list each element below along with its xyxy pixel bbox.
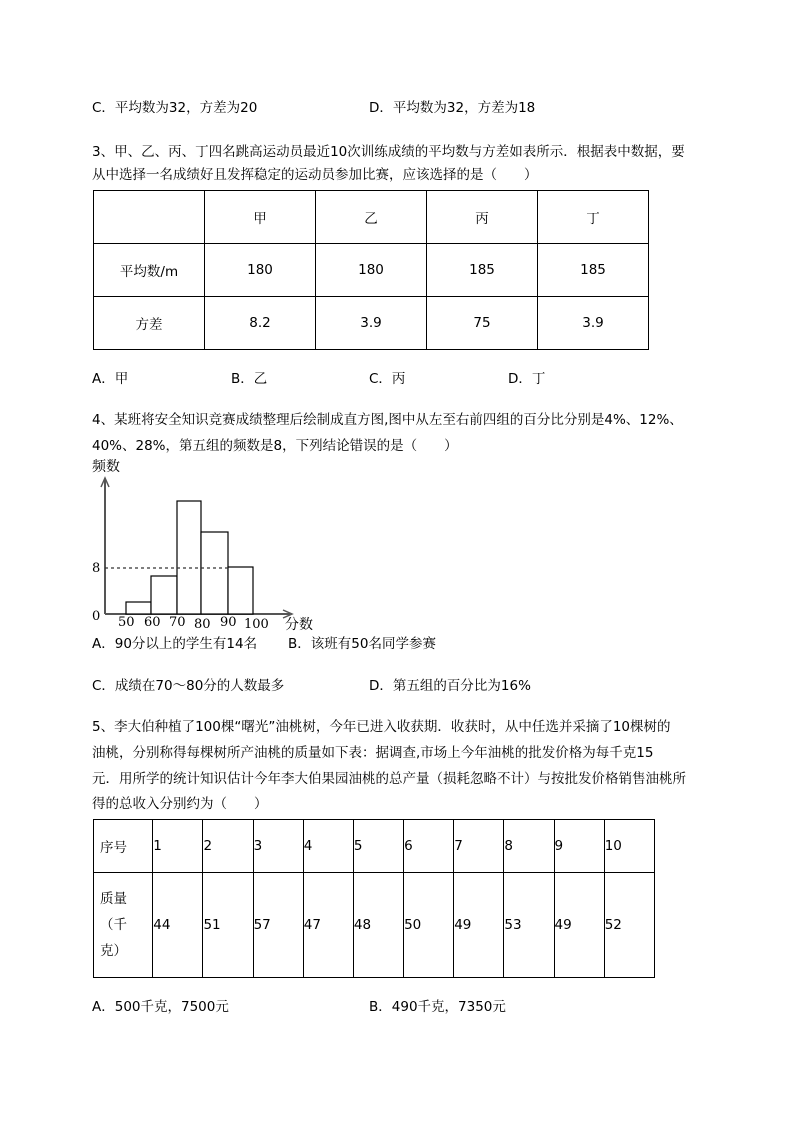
- histogram-bar-90-100: [228, 567, 253, 614]
- q3-table-header: 乙: [316, 191, 427, 244]
- x-tick-label: 90: [220, 615, 237, 630]
- q5-cell-number: 2: [203, 820, 253, 873]
- q3-stem-line-1: 3、甲、乙、丙、丁四名跳高运动员最近10次训练成绩的平均数与方差如表所示．根据表中数据，要: [92, 144, 685, 160]
- q4-option-c: C．成绩在70～80分的人数最多: [92, 678, 285, 694]
- q3-cell: 3.9: [316, 297, 427, 350]
- q5-row-label-line: 克）: [100, 943, 127, 959]
- q4-option-d: D．第五组的百分比为16%: [369, 678, 531, 694]
- q5-cell-number: 4: [303, 820, 353, 873]
- q3-option-d: D．丁: [508, 371, 546, 387]
- q5-stem-line-3: 元．用所学的统计知识估计今年李大伯果园油桃的总产量（损耗忽略不计）与按批发价格销售油桃所: [92, 771, 686, 787]
- q5-option-a: A．500千克，7500元: [92, 999, 229, 1015]
- q5-table-row-number: [94, 820, 655, 873]
- y-tick-label: 8: [92, 561, 101, 576]
- x-tick-label: 80: [194, 617, 211, 632]
- x-axis-label: 分数: [285, 617, 313, 633]
- q5-cell-number: 9: [554, 820, 604, 873]
- q5-cell-mass: 53: [504, 873, 554, 978]
- q5-row-label-mass: [94, 873, 153, 978]
- q5-cell-mass: 52: [604, 873, 654, 978]
- q5-row-label-line: （千: [100, 917, 127, 933]
- q3-cell: 180: [205, 244, 316, 297]
- q5-cell-number: 3: [253, 820, 303, 873]
- q5-cell-mass: 51: [203, 873, 253, 978]
- q5-stem-line-1: 5、李大伯种植了100棵“曙光”油桃树，今年已进入收获期．收获时，从中任选并采摘了10棵树的: [92, 719, 671, 735]
- q5-table: [93, 819, 655, 978]
- q4-option-b: B．该班有50名同学参赛: [288, 636, 436, 652]
- q3-row-label: 平均数/m: [94, 244, 205, 297]
- histogram-bar-60-70: [151, 576, 177, 614]
- q3-cell: 185: [538, 244, 649, 297]
- q5-cell-mass: 49: [554, 873, 604, 978]
- y-axis-label: 频数: [92, 459, 120, 475]
- histogram-bar-50-60: [126, 602, 151, 614]
- q3-cell: 8.2: [205, 297, 316, 350]
- histogram-bar-70-80: [177, 501, 201, 614]
- q5-cell-number: 10: [604, 820, 654, 873]
- q5-stem-line-4: 得的总收入分别约为（ ）: [92, 796, 268, 812]
- q5-row-label-line: 质量: [100, 891, 127, 907]
- q5-option-b: B．490千克，7350元: [369, 999, 506, 1015]
- q5-cell-mass: 47: [303, 873, 353, 978]
- q3-table-header: 甲: [205, 191, 316, 244]
- q5-cell-number: 7: [454, 820, 504, 873]
- q3-option-c: C．丙: [369, 371, 406, 387]
- q3-option-b: B．乙: [231, 371, 268, 387]
- q4-option-a: A．90分以上的学生有14名: [92, 636, 258, 652]
- q3-cell: 180: [316, 244, 427, 297]
- q5-table-row-mass: [94, 873, 655, 978]
- q5-cell-number: 5: [353, 820, 403, 873]
- x-tick-label: 70: [169, 615, 186, 630]
- q5-cell-mass: 48: [353, 873, 403, 978]
- q5-cell-number: 8: [504, 820, 554, 873]
- y-tick-label: 0: [92, 609, 101, 624]
- q3-option-a: A．甲: [92, 371, 129, 387]
- q4-stem-line-2: 40%、28%，第五组的频数是8，下列结论错误的是（ ）: [92, 438, 458, 454]
- histogram-bar-80-90: [201, 532, 228, 614]
- x-tick-label: 60: [144, 615, 161, 630]
- q3-cell: 75: [427, 297, 538, 350]
- q5-stem-line-2: 油桃，分别称得每棵树所产油桃的质量如下表：据调查,市场上今年油桃的批发价格为每千克15: [92, 745, 654, 761]
- q2-option-c: C．平均数为32，方差为20: [92, 100, 258, 116]
- q5-cell-mass: 50: [404, 873, 454, 978]
- x-tick-label: 50: [118, 615, 135, 630]
- q3-cell: 185: [427, 244, 538, 297]
- x-tick-label: 100: [244, 617, 269, 632]
- q3-row-label: 方差: [94, 297, 205, 350]
- q4-stem-line-1: 4、某班将安全知识竞赛成绩整理后绘制成直方图,图中从左至右前四组的百分比分别是4%、12%、: [92, 412, 683, 428]
- q3-table-header: 丙: [427, 191, 538, 244]
- q3-cell: 3.9: [538, 297, 649, 350]
- q5-cell-number: 1: [153, 820, 203, 873]
- q5-row-label: 序号: [94, 820, 153, 873]
- q3-stem-line-2: 从中选择一名成绩好且发挥稳定的运动员参加比赛，应该选择的是（ ）: [92, 167, 538, 183]
- q5-cell-mass: 57: [253, 873, 303, 978]
- q5-cell-mass: 44: [153, 873, 203, 978]
- q5-cell-mass: 49: [454, 873, 504, 978]
- q2-option-d: D．平均数为32，方差为18: [369, 100, 536, 116]
- q5-cell-number: 6: [404, 820, 454, 873]
- q3-table-header: 丁: [538, 191, 649, 244]
